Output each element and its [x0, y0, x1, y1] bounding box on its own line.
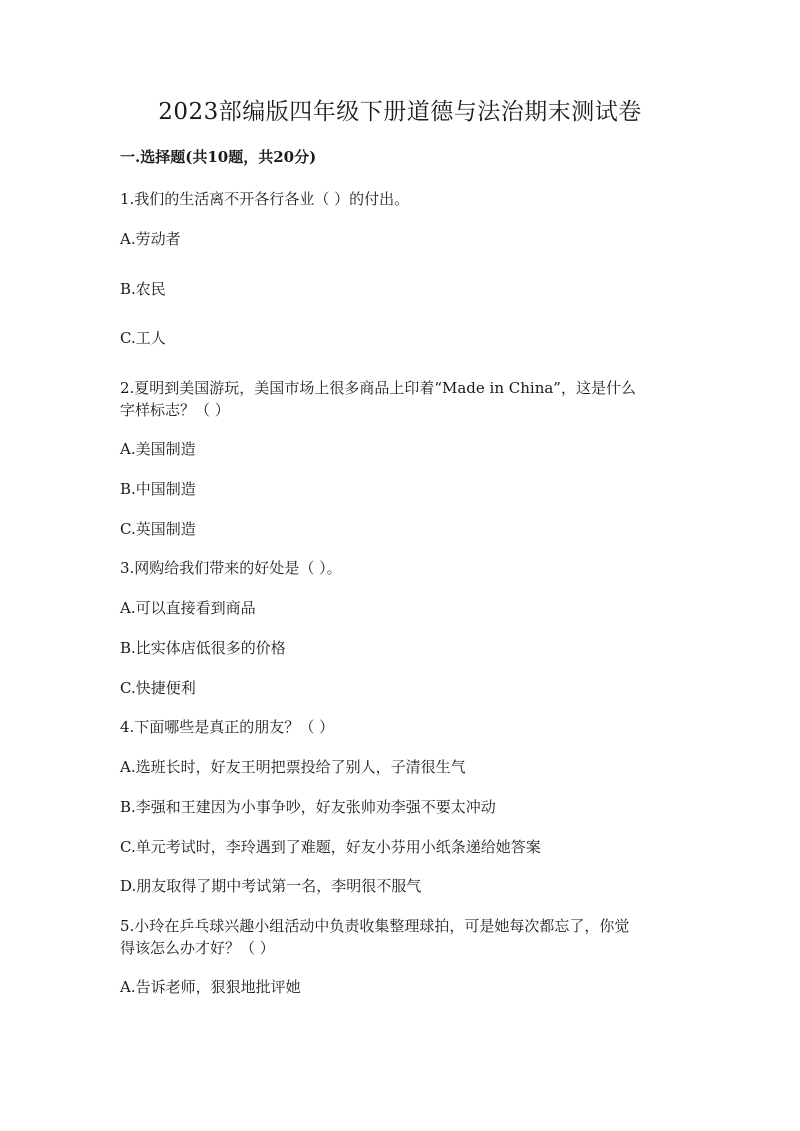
question-5-text-line-1: 5.小玲在乒乓球兴趣小组活动中负责收集整理球拍，可是她每次都忘了，你觉	[120, 917, 630, 935]
question-5-option-a: A.告诉老师，狠狠地批评她	[120, 978, 301, 996]
question-5-text-line-2: 得该怎么办才好？（ ）	[120, 939, 275, 957]
question-2-option-b: B.中国制造	[120, 480, 196, 498]
page-title: 2023部编版四年级下册道德与法治期末测试卷	[158, 99, 642, 125]
question-1-option-a: A.劳动者	[120, 230, 181, 248]
section-heading: 一.选择题(共10题，共20分)	[120, 148, 317, 166]
question-3-option-c: C.快捷便利	[120, 679, 196, 697]
question-3-option-a: A.可以直接看到商品	[120, 599, 256, 617]
question-4-option-a: A.选班长时，好友王明把票投给了别人，子清很生气	[120, 758, 466, 776]
question-4-text: 4.下面哪些是真正的朋友？（ ）	[120, 718, 335, 736]
question-4-option-b: B.李强和王建因为小事争吵，好友张帅劝李强不要太冲动	[120, 798, 496, 816]
question-2-text-line-2: 字样标志？（ ）	[120, 401, 230, 419]
question-1-text: 1.我们的生活离不开各行各业（ ）的付出。	[120, 190, 410, 208]
question-4-option-c: C.单元考试时，李玲遇到了难题，好友小芬用小纸条递给她答案	[120, 838, 541, 856]
question-1-option-b: B.农民	[120, 280, 166, 298]
question-3-option-b: B.比实体店低很多的价格	[120, 639, 286, 657]
question-3-text: 3.网购给我们带来的好处是（ ）。	[120, 559, 342, 577]
question-2-text-line-1: 2.夏明到美国游玩，美国市场上很多商品上印着“Made in China”，这是什么	[120, 379, 636, 397]
question-1-option-c: C.工人	[120, 329, 166, 347]
question-2-option-a: A.美国制造	[120, 440, 196, 458]
question-4-option-d: D.朋友取得了期中考试第一名，李明很不服气	[120, 877, 422, 895]
question-2-option-c: C.英国制造	[120, 520, 196, 538]
